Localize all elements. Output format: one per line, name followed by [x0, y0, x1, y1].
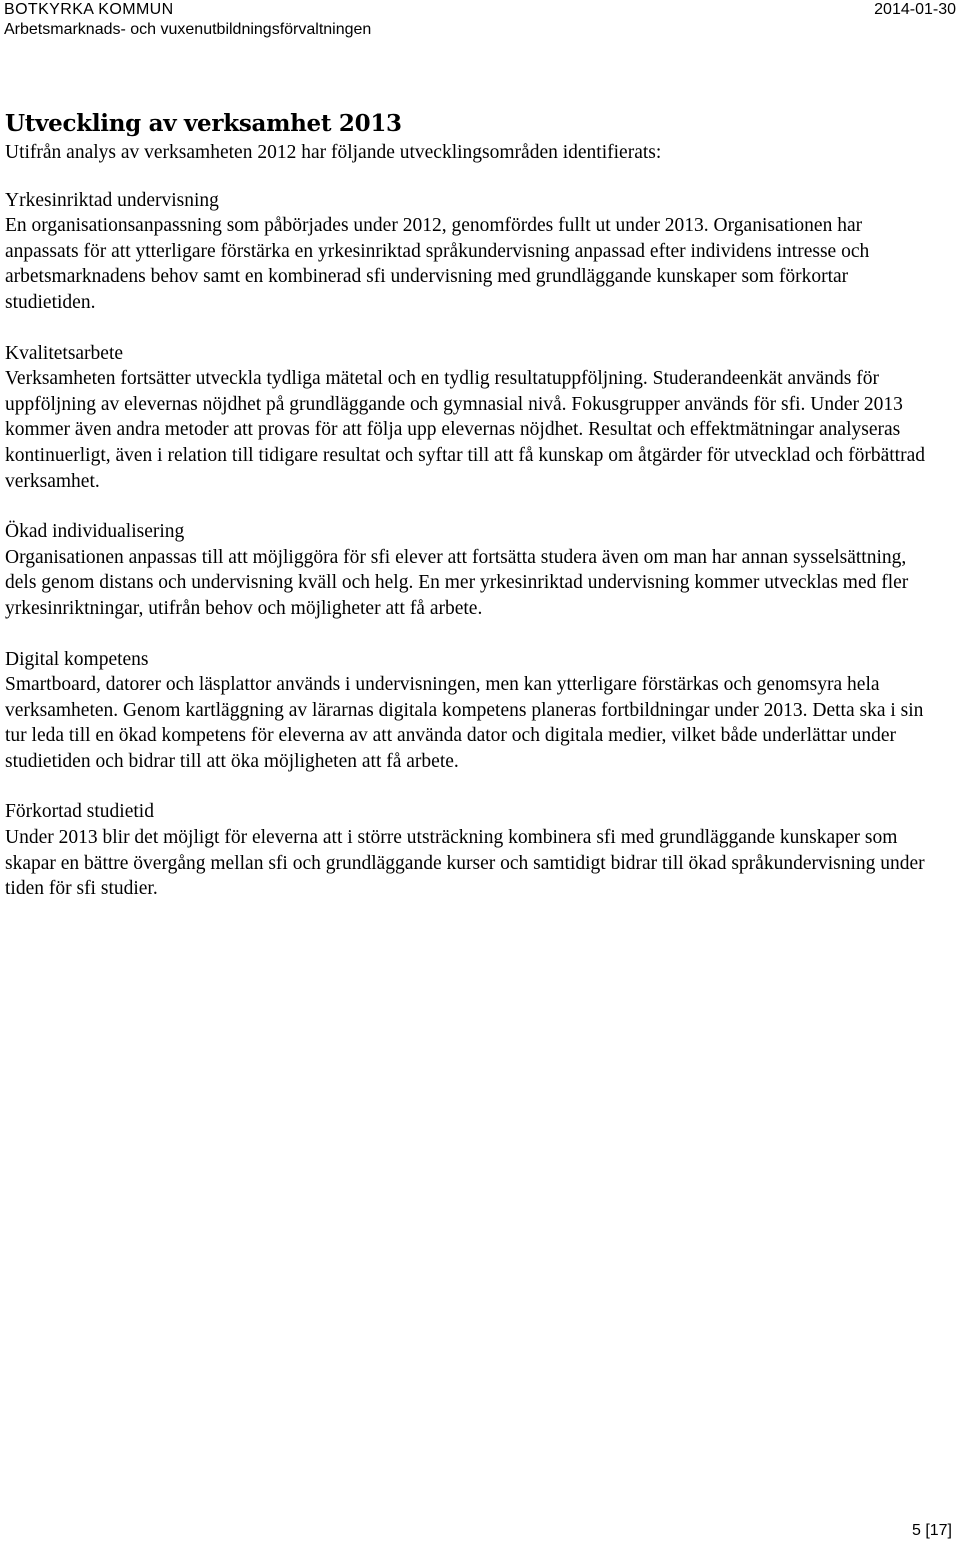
section-title: Digital kompetens [5, 648, 149, 670]
section-body: Smartboard, datorer och läsplattor används i undervisningen, men kan ytterligare förstärkas och genomsyra hela verksamheten. Genom kartläggning av lärarnas digitala kompetens planeras fortbildningar under 2013. Detta ska i sin tur leda till en ökad kompetens för eleverna av att använda dator och digitala medier, vilket både underlättar under studietiden och bidrar till att öka möjligheten att få arbete. [5, 674, 924, 772]
section-kvalitetsarbete [5, 341, 925, 495]
intro-paragraph: Utifrån analys av verksamheten 2012 har följande utvecklingsområden identifierats: [5, 142, 662, 163]
section-title: Förkortad studietid [5, 801, 154, 823]
header-left [4, 0, 371, 40]
section-body: Verksamheten fortsätter utveckla tydliga mätetal och en tydlig resultatuppföljning. Studerandeenkät används för uppföljning av elevernas nöjdhet på grundläggande och gymnasial nivå. Fokusgrupper används för sfi. Under 2013 kommer även andra metoder att provas för att följa upp elevernas nöjdhet. Resultat och effektmätningar analyseras kontinuerligt, även i relation till tidigare resultat och syftar till att få kunskap om åtgärder för utvecklad och förbättrad verksamhet. [5, 368, 925, 492]
section-body: Under 2013 blir det möjligt för eleverna att i större utsträckning kombinera sfi med grundläggande kunskaper som skapar en bättre övergång mellan sfi och grundläggande kurser och samtidigt bidrar till ökad språkundervisning under tiden för sfi studier. [5, 827, 925, 900]
department-name: Arbetsmarknads- och vuxenutbildningsförvaltningen [4, 21, 372, 38]
document-date: 2014-01-30 [874, 1, 956, 18]
document-body [5, 108, 925, 927]
page-title: Utveckling av verksamhet 2013 [5, 110, 402, 137]
section-digital-kompetens [5, 647, 925, 775]
section-forkortad-studietid [5, 799, 925, 901]
section-body: En organisationsanpassning som påbörjades under 2012, genomfördes fullt ut under 2013. Organisationen har anpassats för att ytterligare förstärka en yrkesinriktad språkundervisning anpassad efter individens intresse och arbetsmarknadens behov samt en kombinerad sfi undervisning med grundläggande kunskaper som förkortar studietiden. [5, 215, 870, 313]
section-body: Organisationen anpassas till att möjliggöra för sfi elever att fortsätta studera även om man har annan sysselsättning, dels genom distans och undervisning kväll och helg. En mer yrkesinriktad undervisning kommer utvecklas med fler yrkesinriktningar, utifrån behov och möjligheter att få arbete. [5, 546, 909, 619]
organization-name: BOTKYRKA KOMMUN [4, 1, 174, 18]
section-yrkesinriktad-undervisning [5, 188, 925, 316]
section-title: Ökad individualisering [5, 521, 185, 543]
section-okad-individualisering [5, 519, 925, 621]
page-number: 5 [17] [911, 1522, 952, 1539]
section-title: Yrkesinriktad undervisning [5, 189, 219, 211]
section-title: Kvalitetsarbete [5, 342, 124, 364]
